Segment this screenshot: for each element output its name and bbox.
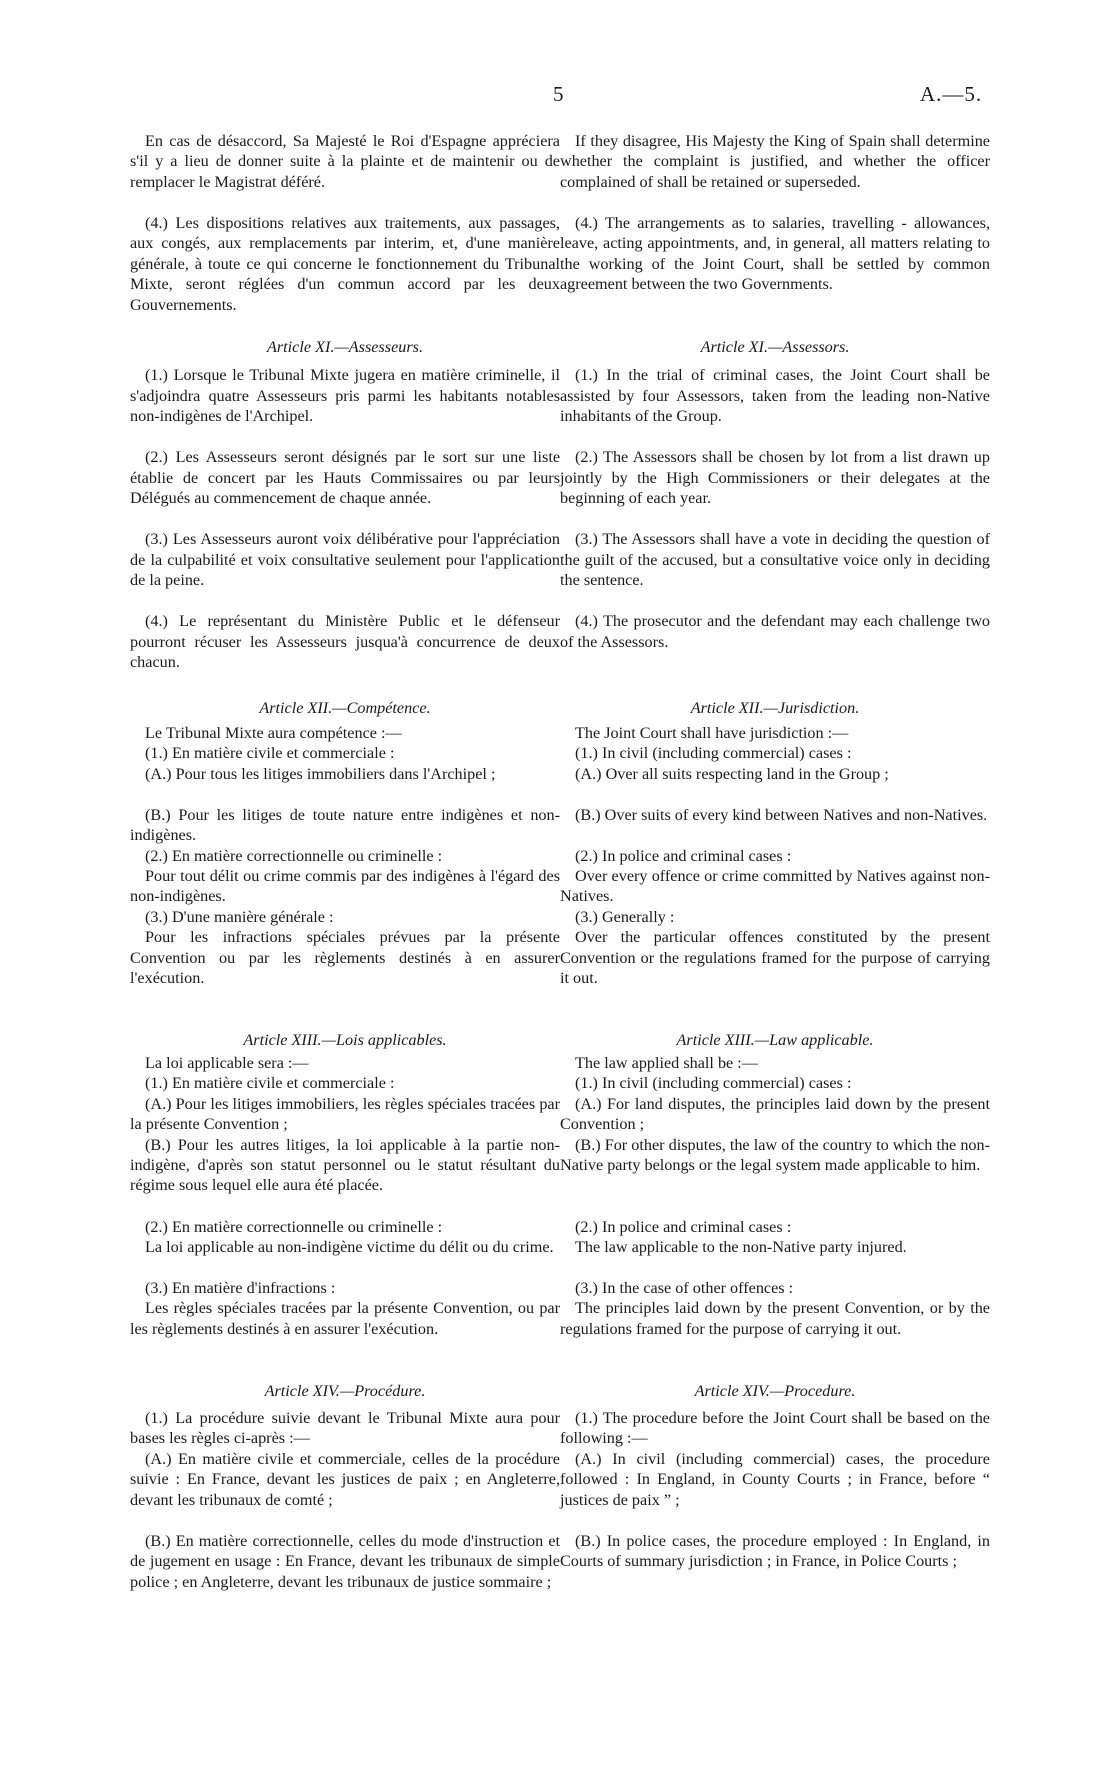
article-heading: Article XIV.—Procedure. bbox=[694, 1382, 856, 1401]
article-heading: Article XIII.—Lois applicables. bbox=[243, 1031, 447, 1050]
article-heading: Article XII.—Compétence. bbox=[259, 699, 431, 718]
paragraph: Les règles spéciales tracées par la présente Convention, ou par les règlements destinés à en assurer l'exécution. bbox=[130, 1299, 560, 1338]
article-heading: Article XII.—Jurisdiction. bbox=[690, 699, 860, 718]
paragraph: (A.) Over all suits respecting land in the Group ; bbox=[575, 764, 889, 783]
paragraph: (2.) Les Assesseurs seront désignés par le sort sur une liste établie de concert par les Hauts Commissaires ou par leurs Délégués au commencement de chaque année. bbox=[130, 448, 560, 508]
paragraph: La loi applicable sera :— bbox=[145, 1053, 309, 1072]
article-heading: Article XI.—Assessors. bbox=[700, 338, 850, 356]
paragraph: (A.) In civil (including commercial) cases, the procedure followed : In England, in County Courts ; in France, before “ justices de paix ” ; bbox=[560, 1449, 990, 1509]
paragraph: (4.) The prosecutor and the defendant may each challenge two of the Assessors. bbox=[560, 612, 990, 651]
paragraph: (3.) The Assessors shall have a vote in deciding the question of the guilt of the accused, but a consultative voice only in deciding the sentence. bbox=[560, 530, 990, 590]
paragraph: Pour les infractions spéciales prévues par la présente Convention ou par les règlements destinés à en assurer l'exécution. bbox=[130, 928, 560, 988]
paragraph: (3.) Les Assesseurs auront voix délibérative pour l'appréciation de la culpabilité et voix consultative seulement pour l'application de la peine. bbox=[130, 530, 560, 590]
paragraph: (B.) Over suits of every kind between Natives and non-Natives. bbox=[575, 805, 988, 824]
paragraph: (2.) En matière correctionnelle ou criminelle : bbox=[145, 1217, 443, 1236]
paragraph: The law applicable to the non-Native party injured. bbox=[575, 1238, 907, 1257]
paragraph: (1.) Lorsque le Tribunal Mixte jugera en matière criminelle, il s'adjoindra quatre Assesseurs pris parmi les habitants notables non-indigènes de l'Archipel. bbox=[130, 366, 560, 426]
paragraph: La loi applicable au non-indigène victime du délit ou du crime. bbox=[145, 1238, 554, 1257]
paragraph: (1.) In civil (including commercial) cases : bbox=[575, 1074, 852, 1093]
paragraph: (3.) D'une manière générale : bbox=[145, 908, 334, 927]
paragraph: Over the particular offences constituted by the present Convention or the regulations framed for the purpose of carrying it out. bbox=[560, 928, 990, 988]
paragraph: (1.) En matière civile et commerciale : bbox=[145, 1074, 395, 1093]
paragraph: (3.) In the case of other offences : bbox=[575, 1279, 794, 1298]
paragraph: (2.) The Assessors shall be chosen by lot from a list drawn up jointly by the High Commissioners or their delegates at the beginning of each year. bbox=[560, 448, 990, 508]
paragraph: (2.) In police and criminal cases : bbox=[575, 1217, 792, 1236]
paragraph: (1.) The procedure before the Joint Court shall be based on the following :— bbox=[560, 1408, 990, 1448]
paragraph: En cas de désaccord, Sa Majesté le Roi d'Espagne appréciera s'il y a lieu de donner suite à la plainte et de maintenir ou de remplacer le Magistrat déféré. bbox=[130, 132, 560, 191]
paragraph: (A.) Pour tous les litiges immobiliers dans l'Archipel ; bbox=[145, 764, 496, 783]
paragraph: (B.) Pour les autres litiges, la loi applicable à la partie non-indigène, d'après son statut personnel ou le statut résultant du régime sous lequel elle aura été placée. bbox=[130, 1135, 560, 1195]
paragraph: (A.) En matière civile et commerciale, celles de la procédure suivie : En France, devant les justices de paix ; en Angleterre, devant les tribunaux de comté ; bbox=[130, 1449, 560, 1509]
paragraph: (B.) Pour les litiges de toute nature entre indigènes et non-indigènes. bbox=[130, 805, 560, 845]
article-heading: Article XIII.—Law applicable. bbox=[676, 1031, 874, 1050]
paragraph: The Joint Court shall have jurisdiction :— bbox=[575, 723, 849, 742]
article-heading: Article XIV.—Procédure. bbox=[264, 1382, 426, 1401]
article-heading: Article XI.—Assesseurs. bbox=[266, 338, 423, 356]
paragraph: (2.) En matière correctionnelle ou criminelle : bbox=[145, 846, 443, 865]
page-number: 5 bbox=[553, 82, 564, 106]
paragraph: (3.) Generally : bbox=[575, 908, 675, 927]
paragraph: (1.) En matière civile et commerciale : bbox=[145, 744, 395, 763]
paragraph: (1.) In civil (including commercial) cases : bbox=[575, 744, 852, 763]
paragraph: (A.) Pour les litiges immobiliers, les règles spéciales tracées par la présente Convention ; bbox=[130, 1094, 560, 1134]
paragraph: (1.) In the trial of criminal cases, the Joint Court shall be assisted by four Assessors, taken from the leading non-Native inhabitants of the Group. bbox=[560, 366, 990, 426]
paragraph: The law applied shall be :— bbox=[575, 1053, 758, 1072]
paragraph: (1.) La procédure suivie devant le Tribunal Mixte aura pour bases les règles ci-après :— bbox=[130, 1408, 560, 1448]
paragraph: (2.) In police and criminal cases : bbox=[575, 846, 792, 865]
paragraph: (B.) En matière correctionnelle, celles du mode d'instruction et de jugement en usage : En France, devant les tribunaux de simple police ; en Angleterre, devant les tribunaux de justice sommaire ; bbox=[130, 1531, 560, 1591]
paragraph: (B.) In police cases, the procedure employed : In England, in Courts of summary jurisdiction ; in France, in Police Courts ; bbox=[560, 1531, 990, 1571]
paragraph: (3.) En matière d'infractions : bbox=[145, 1279, 336, 1298]
paragraph: If they disagree, His Majesty the King of Spain shall determine whether the complaint is justified, and whether the officer complained of shall be retained or superseded. bbox=[560, 132, 990, 191]
paragraph: (B.) For other disputes, the law of the country to which the non-Native party belongs or the legal system made applicable to him. bbox=[560, 1135, 990, 1175]
paragraph: (4.) The arrangements as to salaries, travelling - allowances, leave, acting appointments, and, in general, all matters relating to the working of the Joint Court, shall be settled by common agreement between the two Governments. bbox=[560, 214, 990, 294]
paragraph: Over every offence or crime committed by Natives against non-Natives. bbox=[560, 867, 990, 906]
english-column bbox=[560, 131, 990, 1633]
paragraph: The principles laid down by the present Convention, or by the regulations framed for the purpose of carrying it out. bbox=[560, 1299, 990, 1338]
page-header bbox=[0, 82, 1114, 112]
document-reference: A.—5. bbox=[920, 82, 983, 106]
paragraph: (A.) For land disputes, the principles laid down by the present Convention ; bbox=[560, 1094, 990, 1134]
french-column bbox=[130, 131, 560, 1633]
paragraph: Pour tout délit ou crime commis par des indigènes à l'égard des non-indigènes. bbox=[130, 867, 560, 906]
paragraph: (4.) Les dispositions relatives aux traitements, aux passages, aux congés, aux remplacements par interim, et, d'une manière générale, à toute ce qui concerne le fonctionnement du Tribunal Mixte, seront réglées d'un commun accord par les deux Gouvernements. bbox=[130, 214, 560, 314]
paragraph: Le Tribunal Mixte aura compétence :— bbox=[145, 723, 402, 742]
paragraph: (4.) Le représentant du Ministère Public et le défenseur pourront récuser les Assesseurs jusqua'à concurrence de deux chacun. bbox=[130, 612, 560, 672]
